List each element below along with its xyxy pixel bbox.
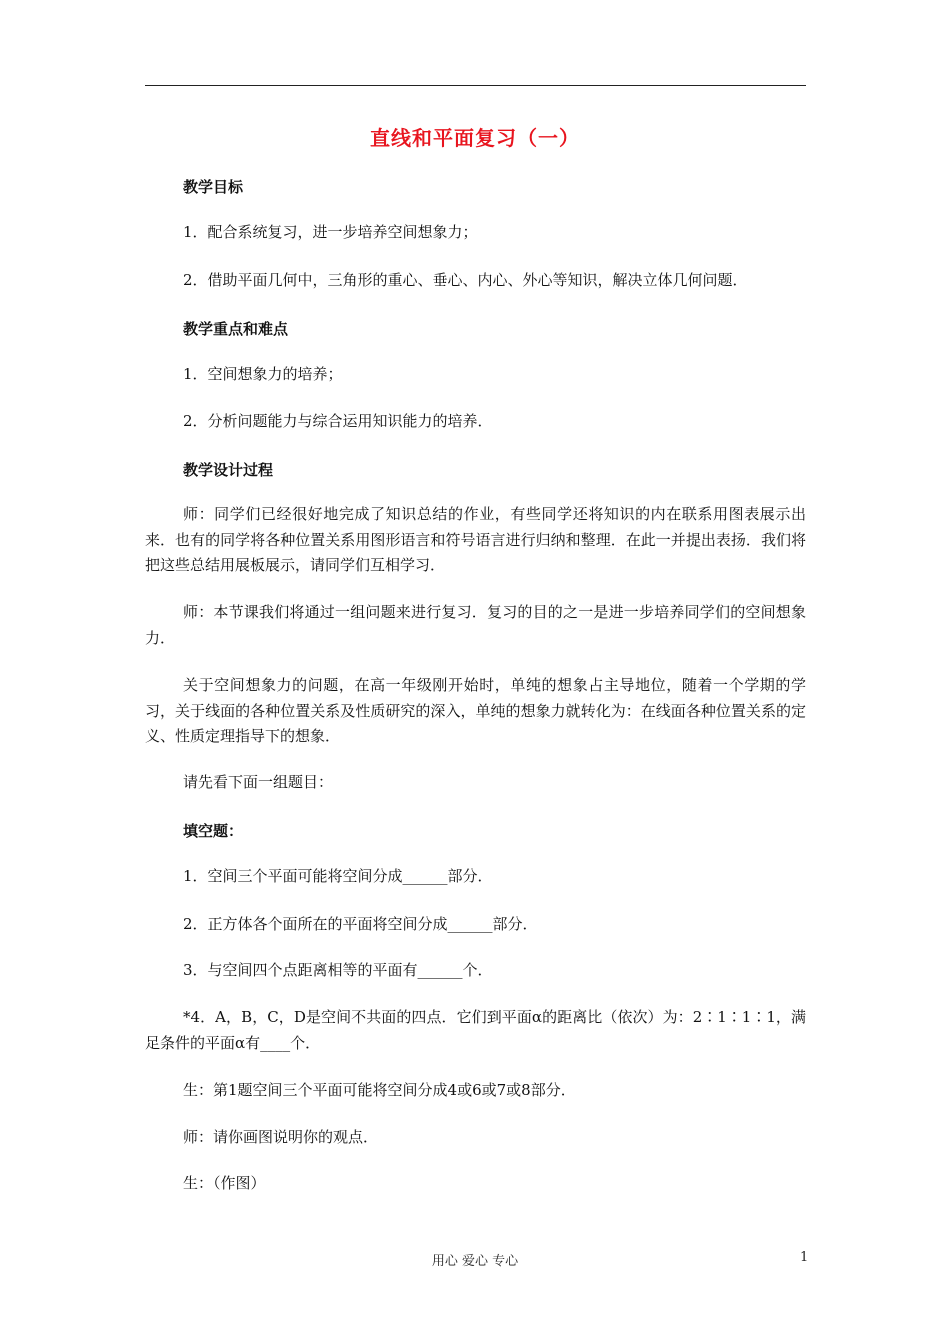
page-number: 1 xyxy=(800,1250,809,1265)
question-3: 3．与空间四个点距离相等的平面有______个． xyxy=(183,961,493,979)
dialogue-student-answer: 生：第1题空间三个平面可能将空间分成4或6或7或8部分． xyxy=(183,1081,576,1099)
paragraph-teacher-intro: 师：同学们已经很好地完成了知识总结的作业，有些同学还将知识的内在联系用图表展示出来．也有的同学将各种位置关系用图形语言和符号语言进行归纳和整理．在此一并提出表扬．我们将把这些总结用展板展示，请同学们互相学习． xyxy=(145,505,806,574)
section-heading-focus: 教学重点和难点 xyxy=(183,320,289,338)
paragraph-teacher-purpose: 师：本节课我们将通过一组问题来进行复习．复习的目的之一是进一步培养同学们的空间想象力． xyxy=(145,603,806,647)
question-4: *4．A，B，C，D是空间不共面的四点．它们到平面α的距离比（依次）为：2∶1∶1∶1，满足条件的平面α有____个． xyxy=(145,1008,806,1052)
paragraph-imagination: 关于空间想象力的问题，在高一年级刚开始时，单纯的想象占主导地位，随着一个学期的学习，关于线面的各种位置关系及性质研究的深入，单纯的想象力就转化为：在线面各种位置关系的定义、性质定理指导下的想象． xyxy=(145,676,806,745)
goal-item-1: 1．配合系统复习，进一步培养空间想象力； xyxy=(183,223,478,241)
focus-item-1: 1．空间想象力的培养； xyxy=(183,365,343,383)
document-title: 直线和平面复习（一） xyxy=(370,126,580,150)
section-heading-process: 教学设计过程 xyxy=(183,461,274,479)
dialogue-teacher-request: 师：请你画图说明你的观点． xyxy=(183,1128,379,1146)
prompt-line: 请先看下面一组题目： xyxy=(183,773,334,791)
footer-motto: 用心 爱心 专心 xyxy=(431,1254,519,1269)
question-2: 2．正方体各个面所在的平面将空间分成______部分． xyxy=(183,915,538,933)
question-1: 1．空间三个平面可能将空间分成______部分． xyxy=(183,867,493,885)
focus-item-2: 2．分析问题能力与综合运用知识能力的培养． xyxy=(183,412,493,430)
section-heading-goals: 教学目标 xyxy=(183,178,244,196)
section-heading-fill-blanks: 填空题： xyxy=(183,822,244,840)
header-rule xyxy=(145,85,806,86)
goal-item-2: 2．借助平面几何中，三角形的重心、垂心、内心、外心等知识，解决立体几何问题． xyxy=(183,271,748,289)
dialogue-student-drawing: 生：（作图） xyxy=(183,1174,266,1192)
